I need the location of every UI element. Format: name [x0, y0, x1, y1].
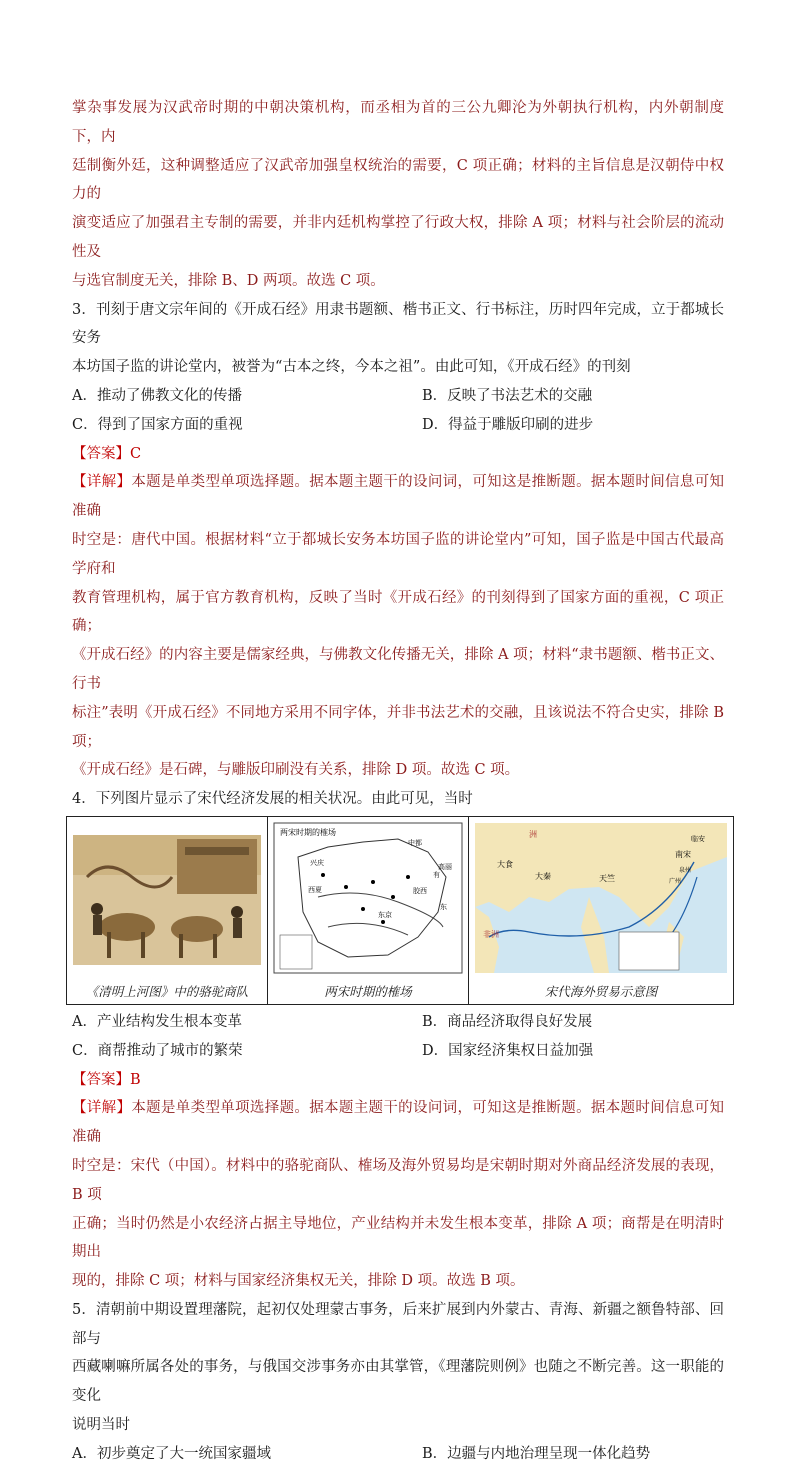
painting-caption: 《清明上河图》中的骆驼商队	[85, 983, 249, 999]
maritime-trade-caption: 宋代海外贸易示意图	[544, 983, 658, 999]
q2-line-3: 演变适应了加强君主专制的需要，并非内廷机构掌控了行政大权，排除 A 项；材料与社会阶层的流动性及	[72, 215, 724, 260]
q4-detail-line-4: 现的，排除 C 项；材料与国家经济集权无关，排除 D 项。故选 B 项。	[72, 1273, 525, 1290]
label-dongjing: 东京	[378, 910, 392, 919]
trading-post-map-figure	[268, 817, 469, 1004]
q4-detail-line-2: 时空是：宋代（中国）。材料中的骆驼商队、榷场及海外贸易均是宋朝时期对外商品经济发展的表现，B 项	[72, 1157, 724, 1203]
label-tianzhu: 天竺	[599, 873, 615, 883]
trading-post-caption: 两宋时期的榷场	[324, 983, 412, 999]
q5-stem-line-1: 5．清朝前中期设置理藩院，起初仅处理蒙古事务，后来扩展到内外蒙古、青海、新疆之额鲁特部、回部与	[72, 1301, 724, 1347]
maritime-trade-map	[469, 817, 733, 1004]
q3-detail-line-5: 标注”表明《开成石经》不同地方采用不同字体，并非书法艺术的交融，且该说法不符合史实，排除 B 项；	[72, 704, 724, 750]
q4-option-b: B．商品经济取得良好发展	[422, 1013, 593, 1030]
label-jiaoxi: 胶西	[413, 886, 427, 895]
label-xingqing: 兴庆	[310, 858, 324, 867]
maritime-trade-map-figure	[469, 817, 733, 1004]
label-quanzhou: 泉州	[679, 866, 692, 874]
q3-detail	[72, 468, 724, 785]
q4-answer	[72, 1066, 724, 1095]
q3-options	[72, 382, 724, 440]
q3-detail-line-4: 《开成石经》的内容主要是儒家经典，与佛教文化传播无关，排除 A 项；材料“隶书题额、楷书正文、行书	[72, 647, 724, 692]
q5-stem	[72, 1296, 724, 1440]
q2-line-4: 与选官制度无关，排除 B、D 两项。故选 C 项。	[72, 272, 385, 289]
q5-stem-line-3: 说明当时	[72, 1417, 130, 1434]
label-dong: 东	[440, 902, 447, 911]
answer-value: C	[130, 445, 142, 462]
label-nansong: 南宋	[675, 849, 691, 859]
q3-stem	[72, 296, 724, 382]
q2-explanation	[72, 94, 724, 296]
label-dashi: 大食	[497, 859, 513, 869]
label-linan: 临安	[691, 834, 705, 843]
q3-option-d: D．得益于雕版印刷的进步	[422, 416, 594, 433]
q3-stem-line-2: 本坊国子监的讲论堂内，被誉为“古本之终，今本之祖”。由此可知，《开成石经》的刊刻	[72, 359, 631, 376]
q5-option-a: A．初步奠定了大一统国家疆域	[72, 1445, 271, 1462]
q4-detail-line-3: 正确；当时仍然是小农经济占据主导地位，产业结构并未发生根本变革，排除 A 项；商帮是在明清时期出	[72, 1215, 724, 1261]
q2-line-2: 廷制衡外廷，这种调整适应了汉武帝加强皇权统治的需要，C 项正确；材料的主旨信息是汉朝侍中权力的	[72, 157, 724, 203]
detail-label: 【详解】	[72, 474, 132, 491]
label-goryeo: 高丽	[438, 862, 452, 871]
q4-option-d: D．国家经济集权日益加强	[422, 1042, 594, 1059]
answer-value: B	[130, 1071, 141, 1088]
q3-stem-line-1: 3．刊刻于唐文宗年间的《开成石经》用隶书题额、楷书正文、行书标注，历时四年完成，立于都城长安务	[72, 301, 724, 347]
q4-option-a: A．产业结构发生根本变革	[72, 1013, 242, 1030]
label-you: 有	[433, 870, 440, 879]
q3-detail-line-3: 教育管理机构，属于官方教育机构，反映了当时《开成石经》的刊刻得到了国家方面的重视，C 项正确；	[72, 589, 724, 635]
answer-label: 【答案】	[72, 1071, 130, 1088]
q4-options	[72, 1008, 724, 1066]
q3-detail-line-6: 《开成石经》是石碑，与雕版印刷没有关系，排除 D 项。故选 C 项。	[72, 762, 520, 779]
answer-label: 【答案】	[72, 445, 130, 462]
q4-option-c: C．商帮推动了城市的繁荣	[72, 1042, 243, 1059]
label-zhongdu: 中都	[408, 838, 422, 847]
trading-post-map	[268, 817, 468, 1004]
label-xixia: 西夏	[308, 885, 322, 894]
painting-figure	[67, 817, 268, 1004]
q3-option-a: A．推动了佛教文化的传播	[72, 387, 242, 404]
q5-options	[72, 1440, 724, 1469]
document-page	[72, 94, 724, 1469]
label-guangzhou: 广州	[669, 877, 682, 885]
q5-stem-line-2: 西藏喇嘛所属各处的事务，与俄国交涉事务亦由其掌管，《理藩院则例》也随之不断完善。这一职能的变化	[72, 1359, 724, 1405]
q3-option-c: C．得到了国家方面的重视	[72, 416, 243, 433]
detail-label: 【详解】	[72, 1100, 132, 1117]
map-title: 两宋时期的榷场	[280, 827, 336, 837]
q3-detail-line-2: 时空是：唐代中国。根据材料“立于都城长安务本坊国子监的讲论堂内”可知，国子监是中国古代最高学府和	[72, 531, 724, 577]
q4-figure-panel	[66, 816, 734, 1005]
q4-detail	[72, 1094, 724, 1296]
q3-detail-line-1: 本题是单类型单项选择题。据本题主题干的设问词，可知这是推断题。据本题时间信息可知准确	[72, 474, 725, 520]
label-daqin: 大秦	[535, 871, 551, 881]
q3-option-b: B．反映了书法艺术的交融	[422, 387, 593, 404]
q2-line-1: 掌杂事发展为汉武帝时期的中朝决策机构，而丞相为首的三公九卿沦为外朝执行机构，内外朝制度下，内	[72, 100, 724, 145]
q4-stem: 4．下列图片显示了宋代经济发展的相关状况。由此可见，当时	[72, 791, 473, 808]
q3-answer	[72, 440, 724, 469]
q4-detail-line-1: 本题是单类型单项选择题。据本题主题干的设问词，可知这是推断题。据本题时间信息可知准确	[72, 1100, 725, 1146]
label-zhou: 洲	[529, 829, 537, 839]
label-feizhou: 非洲	[483, 929, 499, 939]
camel-caravan-painting	[67, 817, 267, 1004]
q5-option-b: B．边疆与内地治理呈现一体化趋势	[422, 1445, 651, 1462]
